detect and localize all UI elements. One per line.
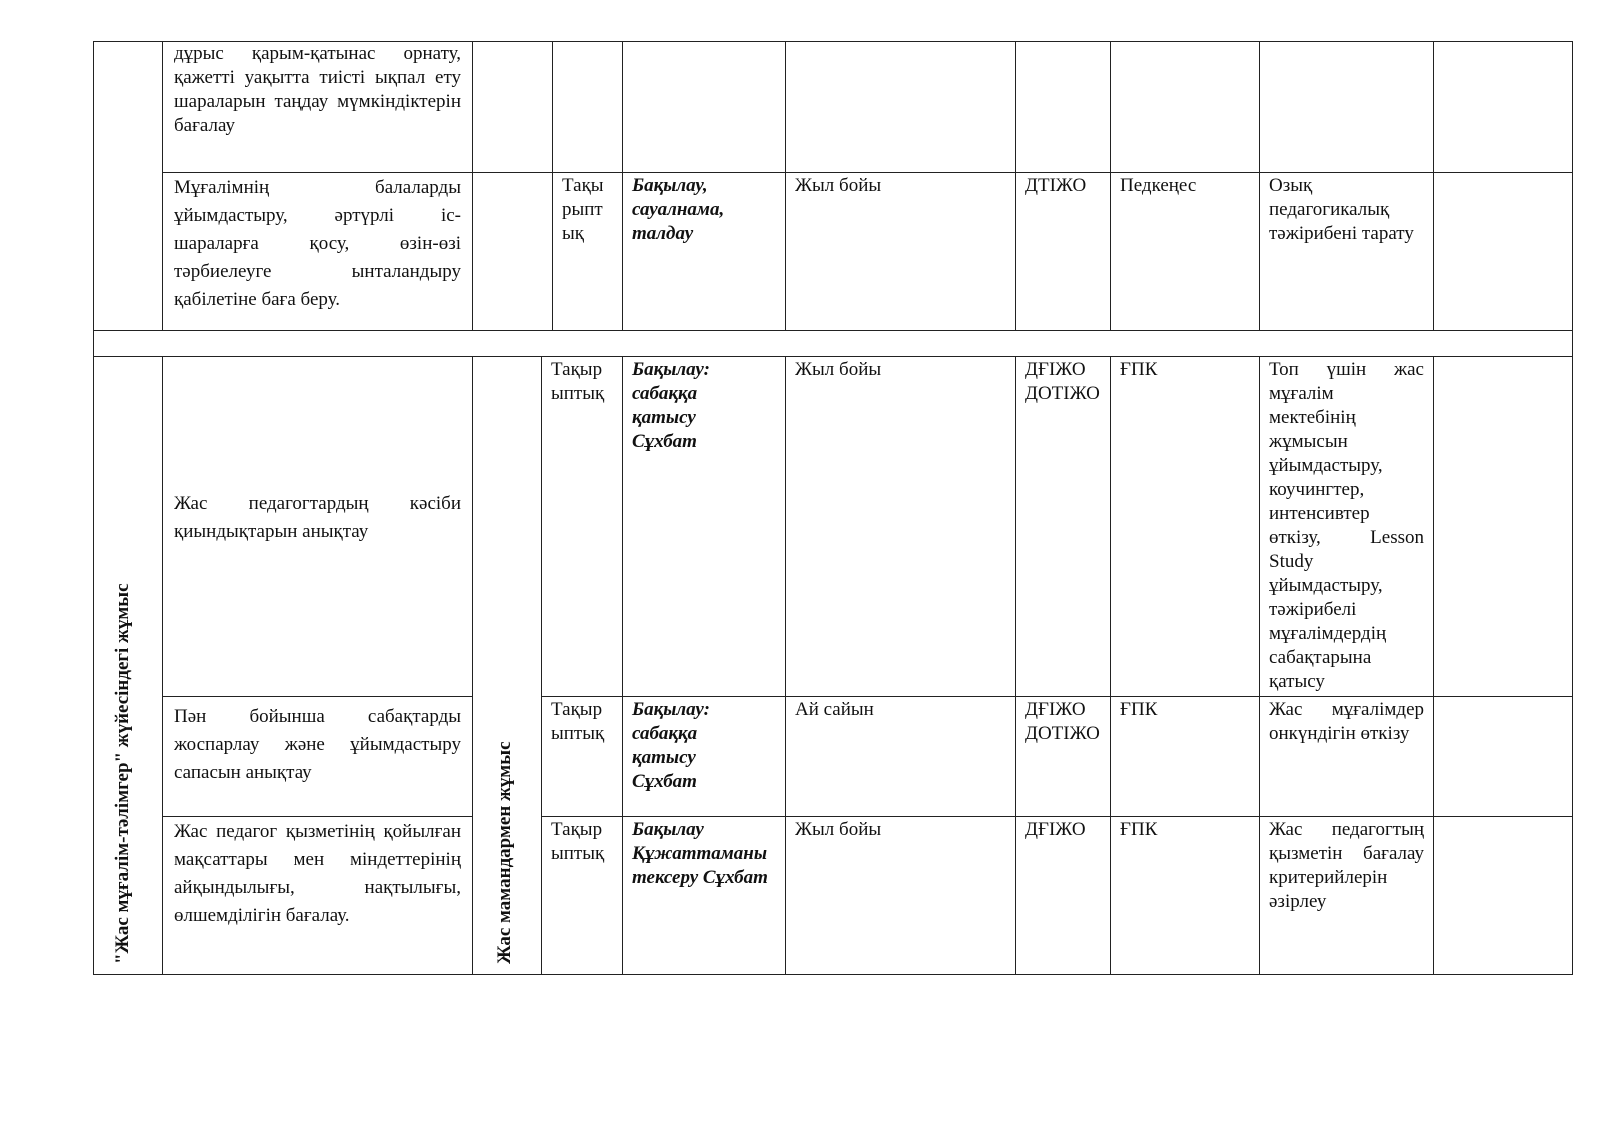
table-border [162,172,1572,173]
criterion-description: дұрыс қарым-қатынас орнату, қажетті уақытта тиісті ықпал ету шараларын таңдау мүмкіндіктерін бағалау [174,43,461,136]
responsible-person: ДТІЖО [1025,175,1087,196]
control-method: Бақылау Құжаттаманы тексеру Сұхбат [632,819,768,888]
table-border [472,41,473,331]
section-title-vertical: "Жас мұғалім-тәлімгер" жүйесіндегі жұмыс [112,583,133,964]
table-border [93,330,94,357]
expected-result: Озық педагогикалық тәжірибені тарату [1269,175,1414,244]
control-method: Бақылау: сабаққа қатысу Сұхбат [632,359,710,452]
table-border [622,41,623,331]
table-border [1433,41,1434,331]
table-border [1259,356,1260,975]
criterion-description: Жас педагогтардың кәсіби қиындықтарын анықтау [174,493,461,542]
table-border [93,974,1572,975]
criterion-description: Жас педагог қызметінің қойылған мақсаттары мен міндеттерінің айқындылығы, нақтылығы, өлшемділігін бағалау. [174,821,461,926]
table-border [93,356,1572,357]
table-border [541,816,1572,817]
control-type: Тақырыптық [551,819,605,864]
table-border [93,41,94,331]
criterion-description: Пән бойынша сабақтарды жоспарлау және ұйымдастыру сапасын анықтау [174,706,461,783]
table-border [162,696,472,697]
responsible-person: ДҒІЖО ДОТІЖО [1025,359,1100,404]
table-border [1110,356,1111,975]
control-period: Жыл бойы [795,819,882,840]
table-border [93,356,94,975]
control-period: Жыл бойы [795,175,882,196]
control-period: Ай сайын [795,699,874,720]
control-type: Тақырыптық [551,699,605,744]
control-type: Тақырыптық [562,175,604,244]
table-border [93,330,1572,331]
responsible-person: ДҒІЖО [1025,819,1086,840]
table-border [785,356,786,975]
table-border [162,816,472,817]
table-border [1015,356,1016,975]
expected-result: Топ үшін жас мұғалім мектебінің жұмысын ұйымдастыру, коучингтер, интенсивтер өткізу, Lesson Study ұйымдастыру, тәжірибелі мұғалімдердің сабақтарына қатысу [1269,359,1424,692]
expected-result: Жас мұғалімдер онкүндігін өткізу [1269,699,1424,744]
review-place: Педкеңес [1120,175,1197,196]
table-border [541,356,542,975]
review-place: ҒПК [1120,819,1158,840]
responsible-person: ДҒІЖО ДОТІЖО [1025,699,1100,744]
table-border [622,356,623,975]
subsection-title-vertical: Жас мамандармен жұмыс [494,741,515,964]
table-border [162,356,163,975]
table-border [1572,41,1573,357]
table-border [1572,356,1573,975]
table-border [1433,356,1434,975]
table-border [785,41,786,331]
table-border [1015,41,1016,331]
expected-result: Жас педагогтың қызметін бағалау критерийлерін әзірлеу [1269,819,1424,912]
control-method: Бақылау, сауалнама, талдау [632,175,725,244]
table-border [472,356,473,975]
control-type: Тақырыптық [551,359,605,404]
criterion-description: Мұғалімнің балаларды ұйымдастыру, әртүрлі іс-шараларға қосу, өзін-өзі тәрбиелеуге ынталандыру қабілетіне баға беру. [174,177,461,310]
table-border [541,696,1572,697]
review-place: ҒПК [1120,359,1158,380]
table-border [1110,41,1111,331]
table-border [162,41,163,331]
table-border [1259,41,1260,331]
control-method: Бақылау: сабаққа қатысу Сұхбат [632,699,710,792]
review-place: ҒПК [1120,699,1158,720]
table-border [552,41,553,331]
control-period: Жыл бойы [795,359,882,380]
